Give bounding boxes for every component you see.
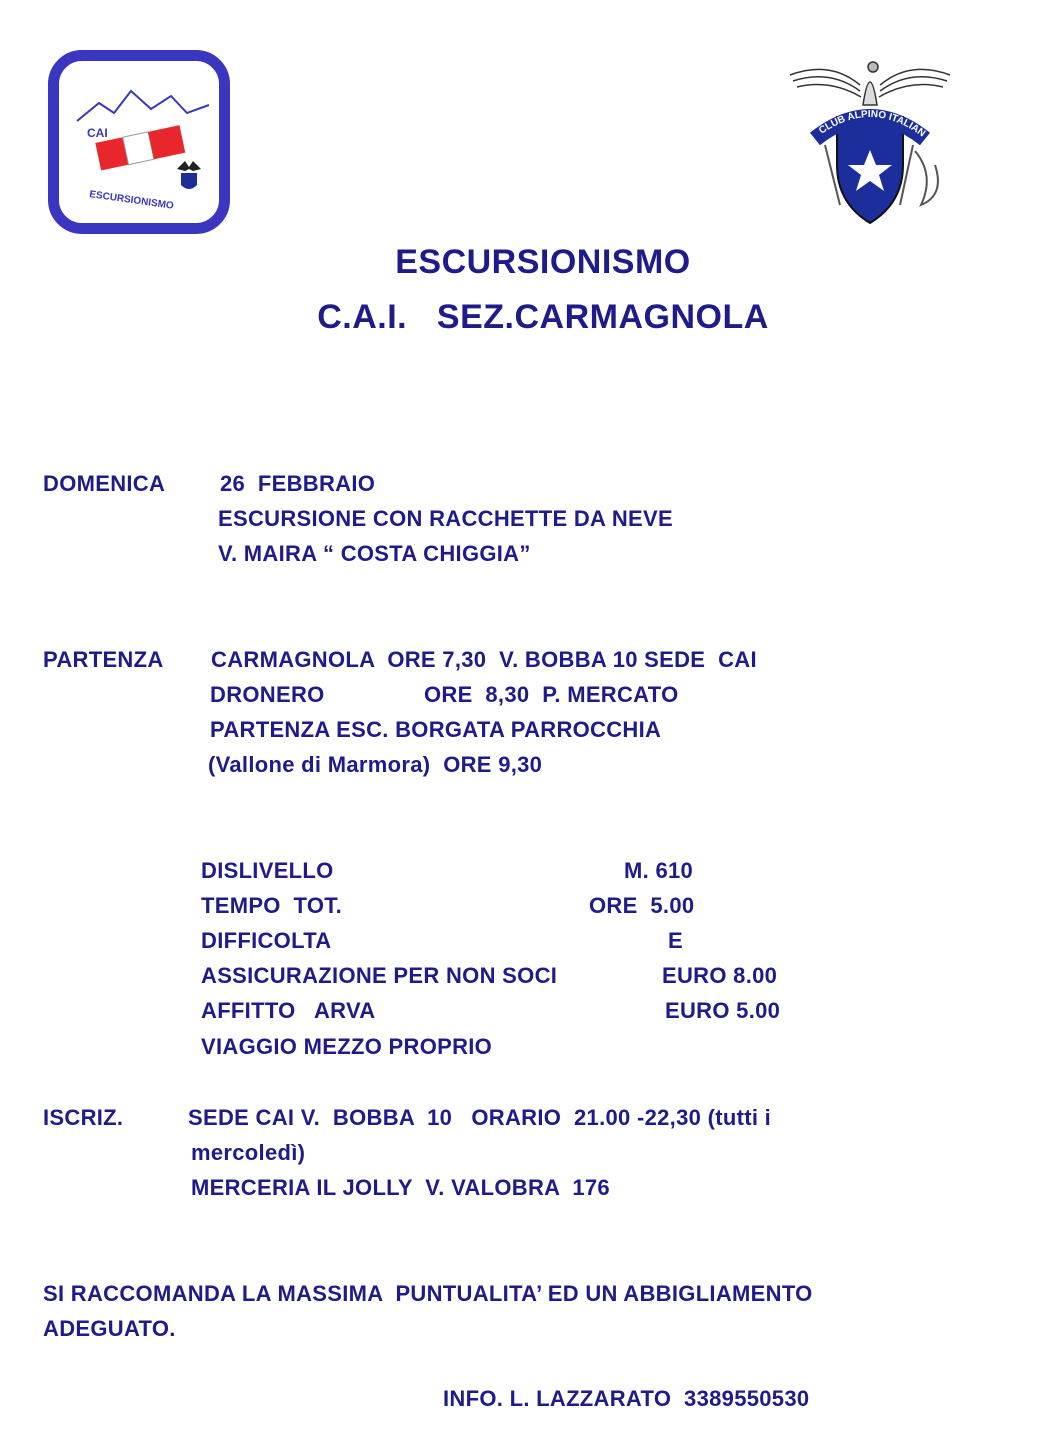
logo-right-ribbon-text: CLUB ALPINO ITALIAN (817, 108, 928, 140)
departure-line-1: CARMAGNOLA ORE 7,30 V. BOBBA 10 SEDE CAI (211, 647, 757, 672)
eagle-badge-icon (177, 161, 201, 189)
dislivello-label: DISLIVELLO (201, 858, 334, 883)
mountain-icon (59, 61, 219, 223)
event-date: 26 FEBBRAIO (220, 471, 376, 496)
logo-left-text-top: CAI (87, 126, 108, 140)
iscrizioni-line-3: MERCERIA IL JOLLY V. VALOBRA 176 (191, 1175, 610, 1200)
difficolta-value: E (668, 928, 683, 953)
departure-label: PARTENZA (43, 647, 164, 672)
logo-left-text-bottom: ESCURSIONISMO (88, 189, 175, 212)
difficolta-label: DIFFICOLTA (201, 928, 332, 953)
viaggio-text: VIAGGIO MEZZO PROPRIO (201, 1034, 493, 1059)
note-line-1: SI RACCOMANDA LA MASSIMA PUNTUALITA’ ED UN ABBIGLIAMENTO (43, 1281, 813, 1306)
affitto-value: EURO 5.00 (665, 998, 781, 1023)
iscrizioni-line-1: SEDE CAI V. BOBBA 10 ORARIO 21.00 -22,30 (tutti i (188, 1105, 772, 1130)
event-description: ESCURSIONE CON RACCHETTE DA NEVE (218, 506, 673, 531)
eagle-icon (790, 62, 950, 105)
cai-escursionismo-logo (48, 50, 230, 234)
departure-time-2: ORE 8,30 P. MERCATO (424, 682, 679, 707)
rope-icon (915, 151, 938, 205)
assicurazione-value: EURO 8.00 (662, 963, 778, 988)
iscrizioni-label: ISCRIZ. (43, 1105, 124, 1130)
departure-place-2: DRONERO (210, 682, 325, 707)
dislivello-value: M. 610 (624, 858, 694, 883)
departure-line-3: PARTENZA ESC. BORGATA PARROCCHIA (210, 717, 662, 742)
tempo-value: ORE 5.00 (589, 893, 695, 918)
tempo-label: TEMPO TOT. (201, 893, 343, 918)
club-alpino-italiano-logo (785, 55, 955, 227)
note-line-2: ADEGUATO. (43, 1316, 176, 1341)
info-contact: INFO. L. LAZZARATO 3389550530 (443, 1386, 810, 1411)
event-location: V. MAIRA “ COSTA CHIGGIA” (218, 541, 531, 566)
assicurazione-label: ASSICURAZIONE PER NON SOCI (201, 963, 558, 988)
iscrizioni-line-2: mercoledì) (191, 1140, 306, 1165)
page-subtitle: C.A.I. SEZ.CARMAGNOLA (317, 298, 769, 336)
page-title: ESCURSIONISMO (395, 243, 691, 281)
affitto-label: AFFITTO ARVA (201, 998, 376, 1023)
departure-line-4: (Vallone di Marmora) ORE 9,30 (208, 752, 543, 777)
event-day-label: DOMENICA (43, 471, 166, 496)
